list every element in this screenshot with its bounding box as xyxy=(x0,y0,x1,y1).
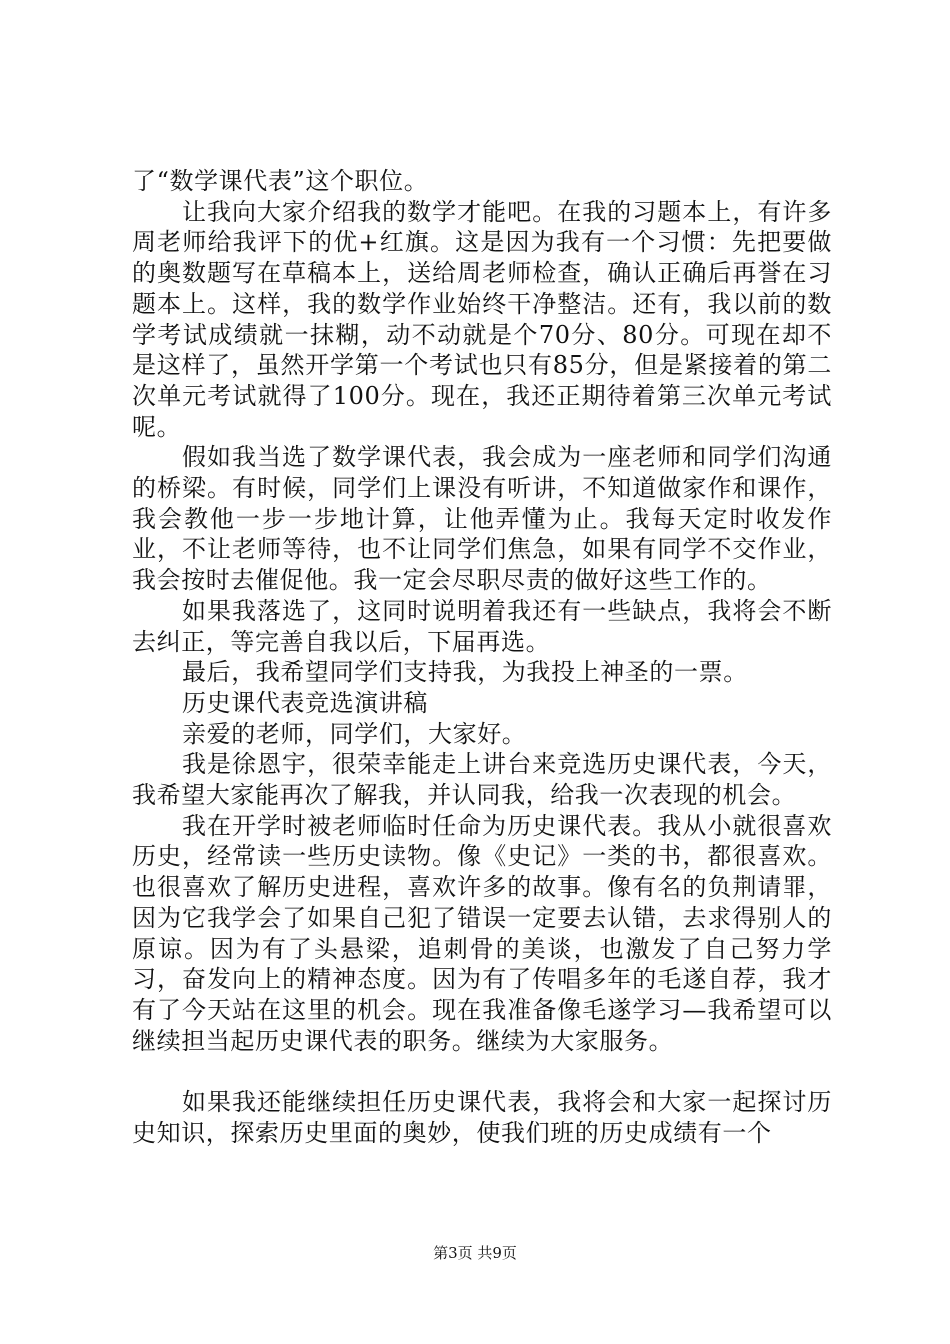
greeting: 亲爱的老师，同学们，大家好。 xyxy=(182,719,527,748)
page-footer: 第3页 共9页 xyxy=(433,1244,517,1262)
paragraph: 我在开学时被老师临时任命为历史课代表。我从小就很喜欢历史，经常读一些历史读物。像《史记》一类的书，都很喜欢。也很喜欢了解历史进程，喜欢许多的故事。像有名的负荆请罪，因为它我学会了如果自己犯了错误一定要去认错，去求得别人的原谅。因为有了头悬梁，追刺骨的美谈，也激发了自己努力学习，奋发向上的精神态度。因为有了传唱多年的毛遂自荐，我才有了今天站在这里的机会。现在我准备像毛遂学习—我希望可以继续担当起历史课代表的职务。继续为大家服务。 xyxy=(132,811,832,1055)
paragraph: 最后，我希望同学们支持我，为我投上神圣的一票。 xyxy=(182,658,748,687)
paragraph: 如果我还能继续担任历史课代表，我将会和大家一起探讨历史知识，探索历史里面的奥妙，使我们班的历史成绩有一个 xyxy=(132,1088,832,1147)
paragraph: 假如我当选了数学课代表，我会成为一座老师和同学们沟通的桥梁。有时候，同学们上课没有听讲，不知道做家作和课作，我会教他一步一步地计算，让他弄懂为止。我每天定时收发作业，不让老师等待，也不让同学们焦急，如果有同学不交作业，我会按时去催促他。我一定会尽职尽责的做好这些工作的。 xyxy=(132,443,832,595)
document-body xyxy=(132,166,832,1148)
paragraph: 了“数学课代表”这个职位。 xyxy=(132,167,429,195)
blank-line xyxy=(132,1056,832,1087)
paragraph: 让我向大家介绍我的数学才能吧。在我的习题本上，有许多周老师给我评下的优+红旗。这是因为我有一个习惯：先把要做的奥数题写在草稿本上，送给周老师检查，确认正确后再誉在习题本上。这样，我的数学作业始终干净整洁。还有，我以前的数学考试成绩就一抹糊，动不动就是个70分、80分。可现在却不是这样了，虽然开学第一个考试也只有85分，但是紧接着的第二次单元考试就得了100分。现在，我还正期待着第三次单元考试呢。 xyxy=(132,197,832,441)
paragraph: 我是徐恩宇，很荣幸能走上讲台来竞选历史课代表，今天，我希望大家能再次了解我，并认同我，给我一次表现的机会。 xyxy=(132,750,832,810)
section-heading: 历史课代表竞选演讲稿 xyxy=(182,688,428,717)
paragraph: 如果我落选了，这同时说明着我还有一些缺点，我将会不断去纠正，等完善自我以后，下届再选。 xyxy=(132,596,832,656)
